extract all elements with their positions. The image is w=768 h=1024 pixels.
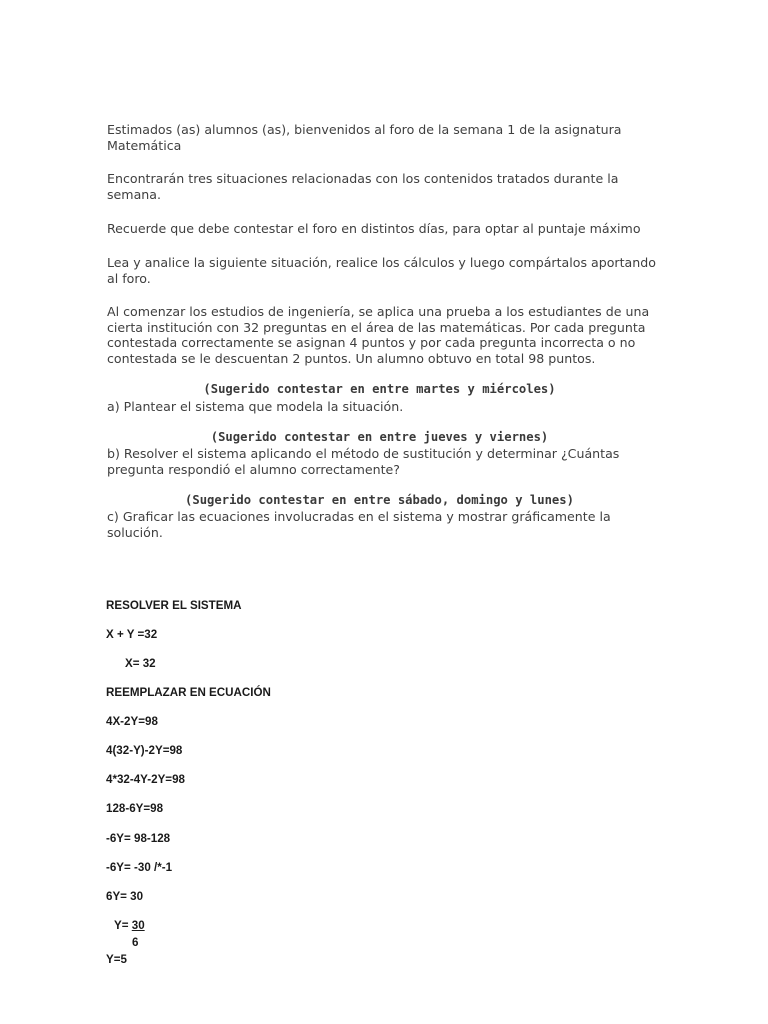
- fraction-line: [114, 919, 145, 933]
- fraction-denominator: 6: [132, 936, 139, 949]
- solution-step: 128-6Y=98: [106, 802, 164, 815]
- result-y: Y=5: [106, 953, 127, 966]
- intro-paragraph-instructions: Lea y analice la siguiente situación, realice los cálculos y luego compártalos aportando al foro.: [107, 255, 656, 286]
- task-b-suggestion: (Sugerido contestar en entre jueves y viernes): [210, 430, 549, 444]
- equation-x: X= 32: [125, 657, 156, 670]
- task-a-suggestion: (Sugerido contestar en entre martes y miércoles): [203, 382, 556, 396]
- substitution-heading: REEMPLAZAR EN ECUACIÓN: [106, 686, 271, 699]
- task-c-text: c) Graficar las ecuaciones involucradas en el sistema y mostrar gráficamente la solución.: [107, 509, 611, 540]
- intro-paragraph-reminder: Recuerde que debe contestar el foro en distintos días, para optar al puntaje máximo: [107, 221, 641, 236]
- fraction-numerator: 30: [131, 919, 145, 932]
- task-b-text: b) Resolver el sistema aplicando el método de sustitución y determinar ¿Cuántas pregunta respondió el alumno correctamente?: [107, 446, 620, 477]
- problem-statement: Al comenzar los estudios de ingeniería, se aplica una prueba a los estudiantes de una cierta institución con 32 preguntas en el área de las matemáticas. Por cada pregunta contestada correctamente se asignan 4 puntos y por cada pregunta incorrecta o no contestada se le descuentan 2 puntos. Un alumno obtuvo en total 98 puntos.: [107, 304, 650, 366]
- solution-step: 4(32-Y)-2Y=98: [106, 744, 183, 757]
- solution-step: 4*32-4Y-2Y=98: [106, 773, 185, 786]
- solution-step: 4X-2Y=98: [106, 715, 158, 728]
- solution-step: -6Y= 98-128: [106, 832, 171, 845]
- equation-sum: X + Y =32: [106, 628, 158, 641]
- intro-paragraph-welcome: Estimados (as) alumnos (as), bienvenidos al foro de la semana 1 de la asignatura Matemática: [107, 122, 622, 153]
- solution-heading: RESOLVER EL SISTEMA: [106, 599, 242, 612]
- task-c-suggestion: (Sugerido contestar en entre sábado, domingo y lunes): [185, 493, 574, 507]
- fraction-prefix: Y=: [114, 919, 129, 932]
- intro-paragraph-situations: Encontrarán tres situaciones relacionadas con los contenidos tratados durante la semana.: [107, 171, 619, 202]
- solution-step: 6Y= 30: [106, 890, 144, 903]
- solution-step: -6Y= -30 /*-1: [106, 861, 173, 874]
- task-a-text: a) Plantear el sistema que modela la situación.: [107, 399, 404, 414]
